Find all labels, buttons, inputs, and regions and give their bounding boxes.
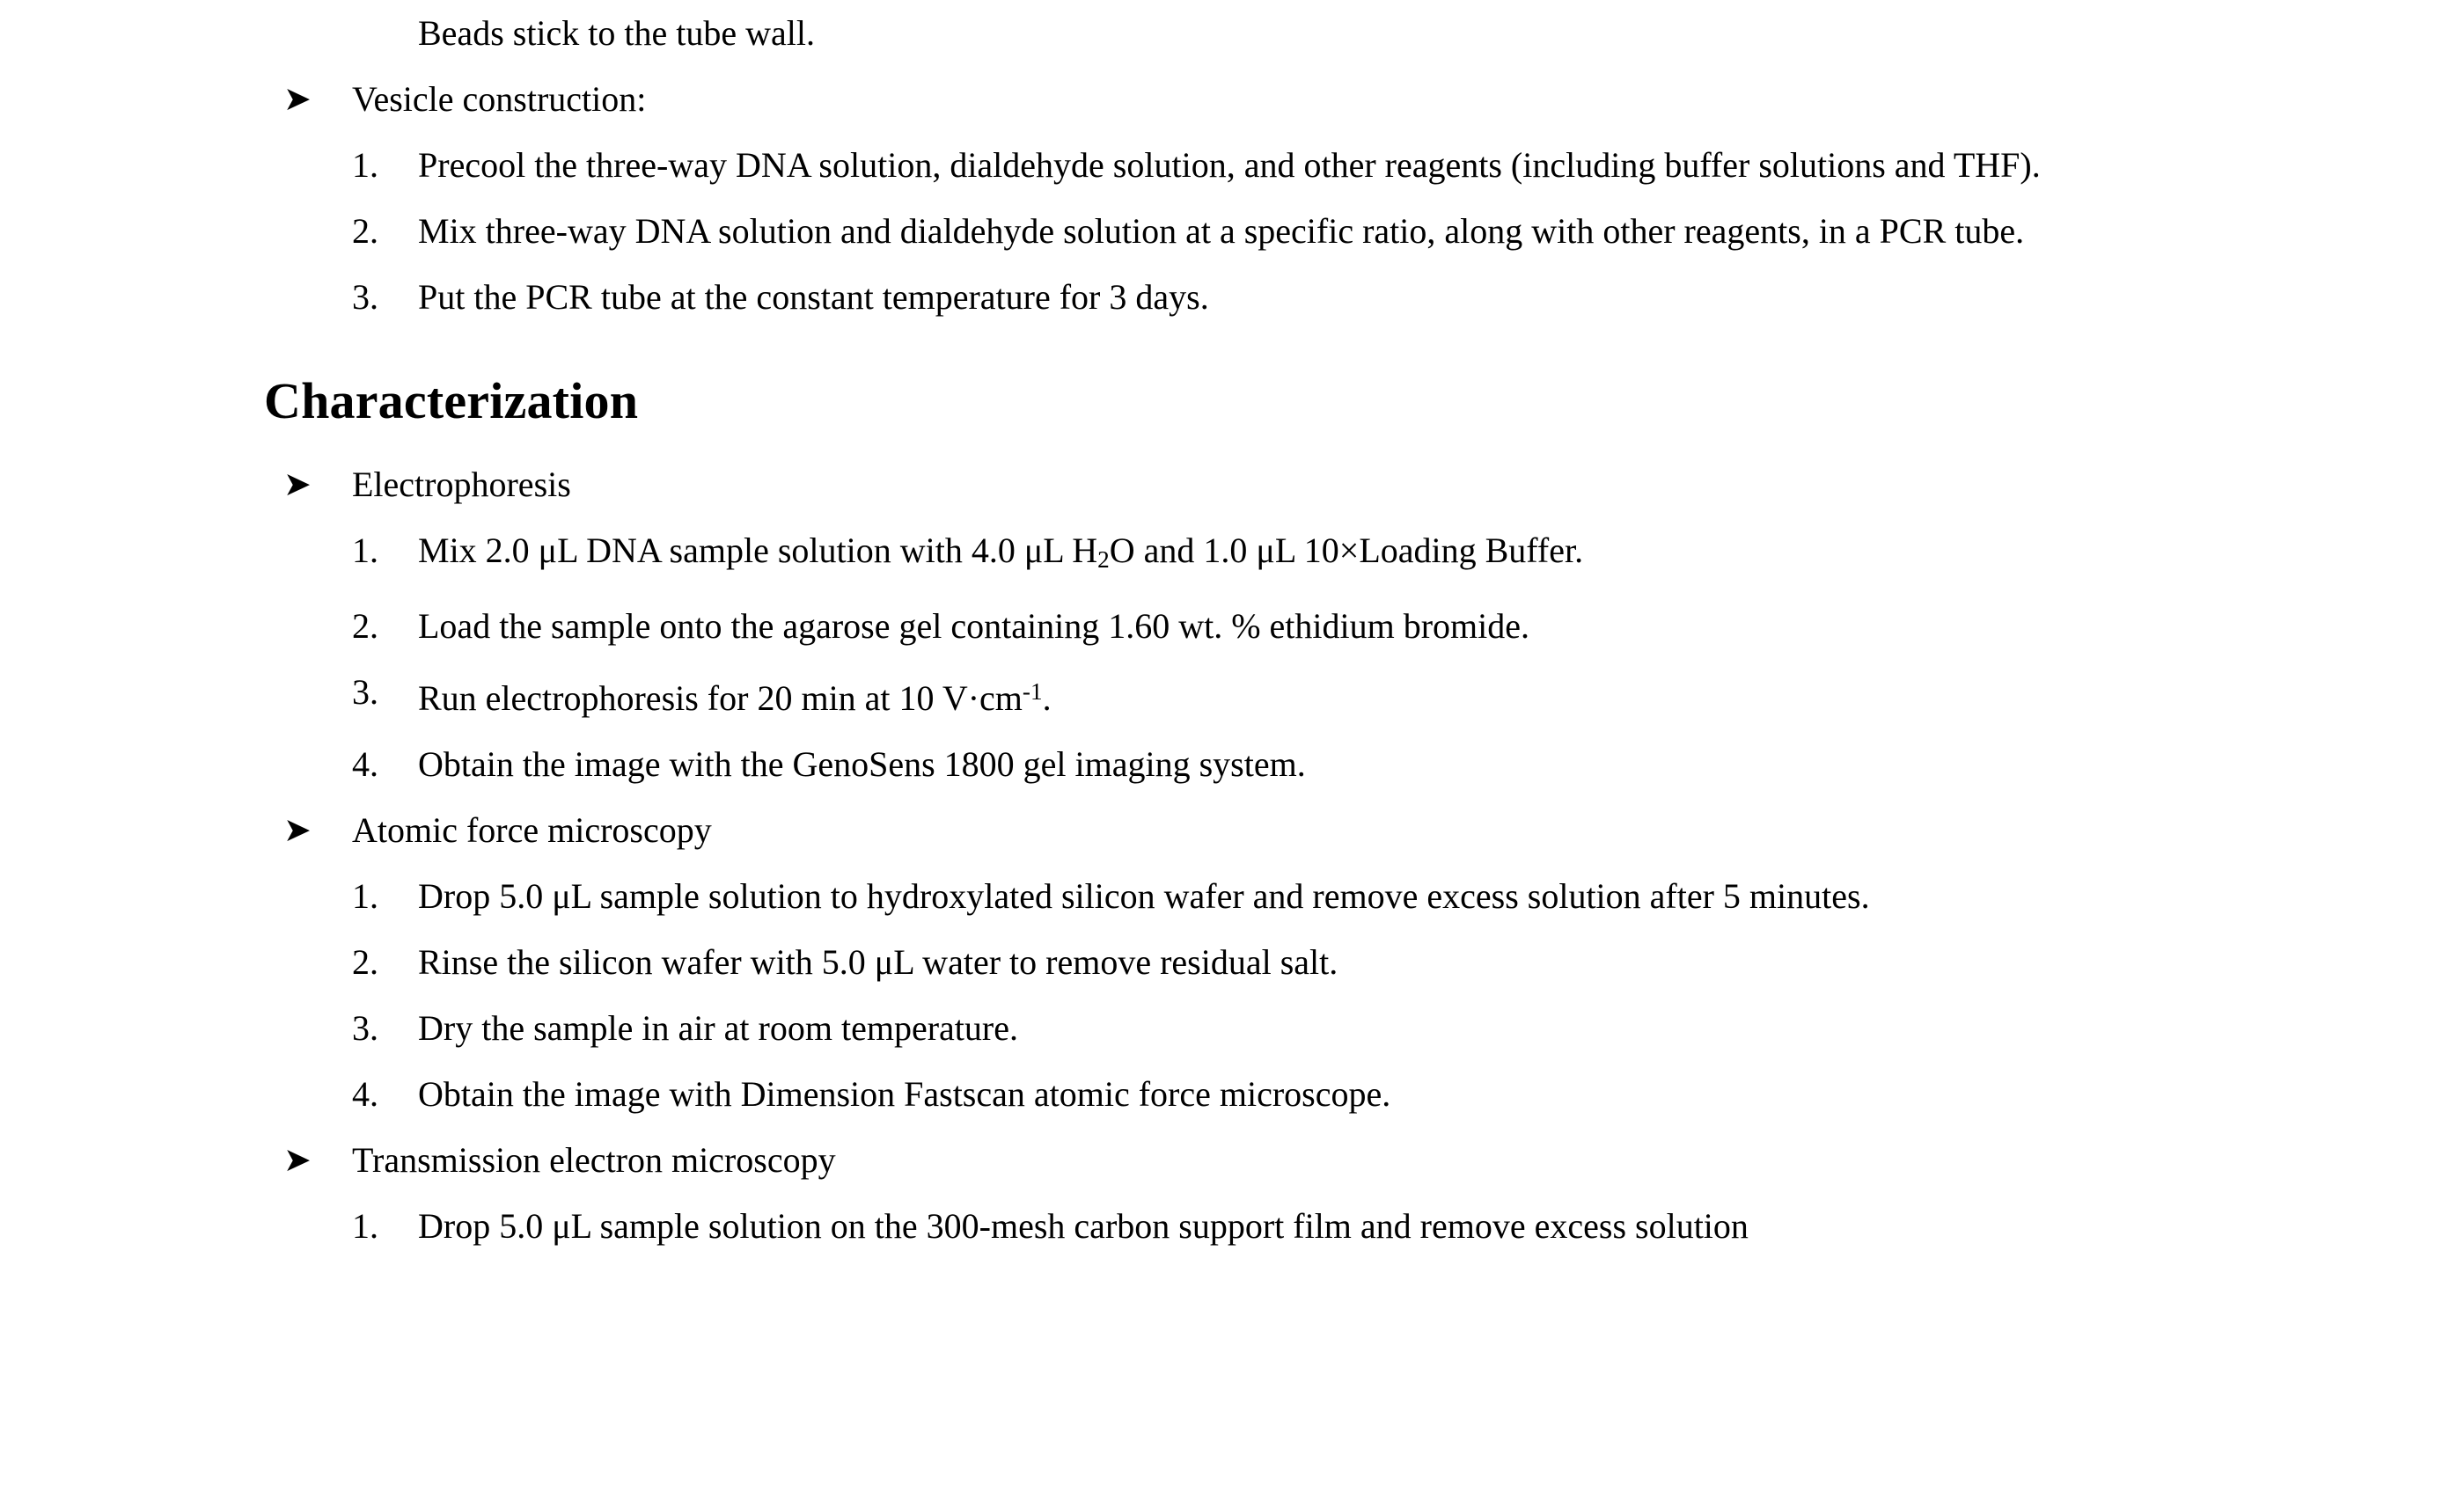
heading-gap-bottom xyxy=(264,432,2165,451)
numbered-item xyxy=(264,731,2165,797)
numbered-item xyxy=(264,132,2165,198)
section-vesicle-construction xyxy=(264,66,2165,330)
bullet-item-atomic-force-microscopy xyxy=(264,797,2165,863)
numbered-item xyxy=(264,517,2165,593)
list-marker: 2. xyxy=(352,211,378,251)
numbered-item xyxy=(264,1193,2165,1259)
list-item-text: Dry the sample in air at room temperature. xyxy=(418,1008,1018,1049)
orphan-continuation-line: Beads stick to the tube wall. xyxy=(418,13,816,53)
list-marker: 4. xyxy=(352,1074,378,1115)
list-item-text: Mix 2.0 μL DNA sample solution with 4.0 μL $H_2O$ and 1.0 μL 10×Loading Buffer. xyxy=(418,530,1584,573)
bullet-item-electrophoresis xyxy=(264,451,2165,517)
bullet-item-transmission-electron-microscopy xyxy=(264,1127,2165,1193)
list-marker: 1. xyxy=(352,145,378,185)
list-item-text: Rinse the silicon wafer with 5.0 μL water to remove residual salt. xyxy=(418,942,1338,983)
section-transmission-electron-microscopy xyxy=(264,1127,2165,1259)
heading-gap xyxy=(264,330,2165,370)
list-marker: 1. xyxy=(352,876,378,917)
list-marker: 3. xyxy=(352,671,378,712)
arrow-bullet-icon: ➤ xyxy=(283,465,312,503)
numbered-item xyxy=(264,863,2165,929)
numbered-item xyxy=(264,995,2165,1061)
list-marker: 1. xyxy=(352,530,378,570)
numbered-item xyxy=(264,198,2165,264)
numbered-item xyxy=(264,1061,2165,1127)
list-item-text: Drop 5.0 μL sample solution to hydroxylated silicon wafer and remove excess solution after 5 minutes. xyxy=(418,876,1870,917)
arrow-bullet-icon: ➤ xyxy=(283,79,312,118)
list-item-text: Precool the three-way DNA solution, dialdehyde solution, and other reagents (including buffer solutions and THF). xyxy=(418,145,2041,185)
numbered-item xyxy=(264,929,2165,995)
numbered-item xyxy=(264,659,2165,731)
list-item-text: Obtain the image with Dimension Fastscan atomic force microscope. xyxy=(418,1074,1391,1115)
bullet-label: Atomic force microscopy xyxy=(352,810,712,851)
list-item-text: Drop 5.0 μL sample solution on the 300-mesh carbon support film and remove excess solution xyxy=(418,1206,1749,1247)
arrow-bullet-icon: ➤ xyxy=(283,810,312,850)
section-atomic-force-microscopy xyxy=(264,797,2165,1127)
list-marker: 2. xyxy=(352,942,378,983)
arrow-bullet-icon: ➤ xyxy=(283,1140,312,1180)
list-item-text: Run electrophoresis for 20 min at 10 $V\cdot cm^{-1}$. xyxy=(418,677,1052,719)
document-content xyxy=(264,0,2165,1259)
list-item-text: Mix three-way DNA solution and dialdehyde solution at a specific ratio, along with other reagents, in a PCR tube. xyxy=(418,211,2025,251)
numbered-item xyxy=(264,264,2165,330)
list-marker: 2. xyxy=(352,605,378,646)
list-marker: 1. xyxy=(352,1206,378,1247)
list-item-text: Load the sample onto the agarose gel containing 1.60 wt. % ethidium bromide. xyxy=(418,605,1530,646)
bullet-label: Transmission electron microscopy xyxy=(352,1140,836,1181)
page-title: Characterization xyxy=(264,372,639,429)
section-electrophoresis xyxy=(264,451,2165,797)
bullet-label: Vesicle construction: xyxy=(352,79,647,119)
list-marker: 3. xyxy=(352,277,378,317)
bullet-item-vesicle-construction xyxy=(264,66,2165,132)
bullet-label: Electrophoresis xyxy=(352,465,571,504)
numbered-item xyxy=(264,593,2165,659)
list-item-text: Obtain the image with the GenoSens 1800 gel imaging system. xyxy=(418,744,1306,785)
list-marker: 3. xyxy=(352,1008,378,1049)
list-marker: 4. xyxy=(352,744,378,785)
list-item-text: Put the PCR tube at the constant temperature for 3 days. xyxy=(418,277,1209,317)
